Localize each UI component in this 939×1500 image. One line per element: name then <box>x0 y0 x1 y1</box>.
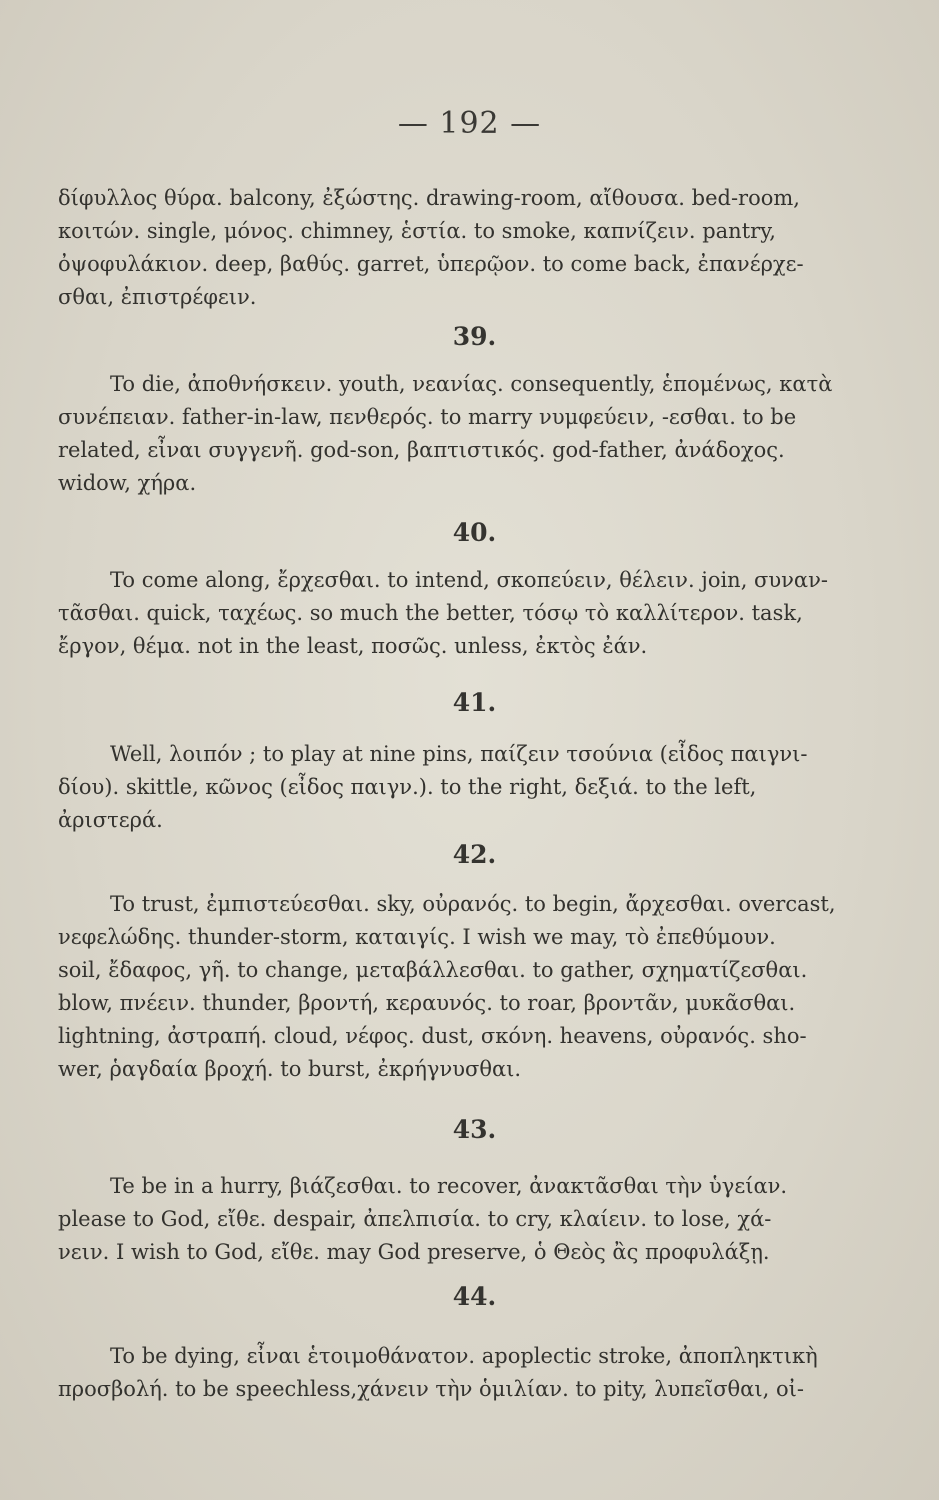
text-line: soil, ἔδαφος, γῆ. to change, μεταβάλλεσθαι. to gather, σχηματίζεσθαι. <box>58 958 808 982</box>
text-line: τᾶσθαι. quick, ταχέως. so much the better, τόσῳ τὸ καλλίτερον. task, <box>58 601 803 625</box>
paragraph-43 <box>58 1170 898 1269</box>
paragraph-42 <box>58 888 898 1086</box>
section-number-39: 39. <box>452 322 497 351</box>
paragraph-39 <box>58 368 898 500</box>
text-line: Te be in a hurry, βιάζεσθαι. to recover, ἀνακτᾶσθαι τὴν ὑγείαν. <box>110 1174 788 1198</box>
text-line: δίου). skittle, κῶνος (εἶδος παιγν.). to the right, δεξιά. to the left, <box>58 775 757 799</box>
section-number-43: 43. <box>452 1115 497 1144</box>
text-line: Well, λοιπόν ; to play at nine pins, παίζειν τσούνια (εἶδος παιγνι- <box>110 742 808 766</box>
text-line: To come along, ἔρχεσθαι. to intend, σκοπεύειν, θέλειν. join, συναν- <box>110 568 828 592</box>
text-line: νειν. I wish to God, εἴθε. may God preserve, ὁ Θεὸς ἂς προφυλάξῃ. <box>58 1240 770 1264</box>
section-number-44: 44. <box>452 1282 497 1311</box>
page-number: — 192 — <box>397 106 542 141</box>
text-line: related, εἶναι συγγενῆ. god-son, βαπτιστικός. god-father, ἀνάδοχος. <box>58 438 785 462</box>
text-line: blow, πνέειν. thunder, βροντή, κεραυνός. to roar, βροντᾶν, μυκᾶσθαι. <box>58 991 796 1015</box>
text-line: δίφυλλος θύρα. balcony, ἐξώστης. drawing-room, αἴθουσα. bed-room, <box>58 186 800 210</box>
text-line: To die, ἀποθνήσκειν. youth, νεανίας. consequently, ἑπομένως, κατὰ <box>110 372 833 396</box>
paragraph-44 <box>58 1340 898 1406</box>
text-line: please to God, εἴθε. despair, ἀπελπισία. to cry, κλαίειν. to lose, χά- <box>58 1207 772 1231</box>
section-number-42: 42. <box>452 840 497 869</box>
text-line: wer, ῥαγδαία βροχή. to burst, ἐκρήγνυσθαι. <box>58 1057 522 1081</box>
text-line: widow, χήρα. <box>58 471 197 495</box>
text-line: lightning, ἀστραπή. cloud, νέφος. dust, σκόνη. heavens, οὐρανός. sho- <box>58 1024 807 1048</box>
text-line: ὀψοφυλάκιον. deep, βαθύς. garret, ὑπερῷον. to come back, ἐπανέρχε- <box>58 252 804 276</box>
text-line: κοιτών. single, μόνος. chimney, ἑστία. to smoke, καπνίζειν. pantry, <box>58 219 776 243</box>
paragraph-40 <box>58 564 898 663</box>
text-line: To trust, ἐμπιστεύεσθαι. sky, οὐρανός. to begin, ἄρχεσθαι. overcast, <box>110 892 836 916</box>
text-line: σθαι, ἐπιστρέφειν. <box>58 285 257 309</box>
section-number-40: 40. <box>452 518 497 547</box>
section-number-41: 41. <box>452 688 497 717</box>
text-line: νεφελώδης. thunder-storm, καταιγίς. I wish we may, τὸ ἐπεθύμουν. <box>58 925 776 949</box>
text-line: ἔργον, θέμα. not in the least, ποσῶς. unless, ἐκτὸς ἐάν. <box>58 634 648 658</box>
text-line: συνέπειαν. father-in-law, πενθερός. to marry νυμφεύειν, -εσθαι. to be <box>58 405 797 429</box>
text-line: To be dying, εἶναι ἑτοιμοθάνατον. apoplectic stroke, ἀποπληκτικὴ <box>110 1344 818 1368</box>
paragraph-intro <box>58 182 898 314</box>
paragraph-41 <box>58 738 898 837</box>
text-line: ἀριστερά. <box>58 808 163 832</box>
text-line: προσβολή. to be speechless,χάνειν τὴν ὁμιλίαν. to pity, λυπεῖσθαι, οἰ- <box>58 1377 804 1401</box>
